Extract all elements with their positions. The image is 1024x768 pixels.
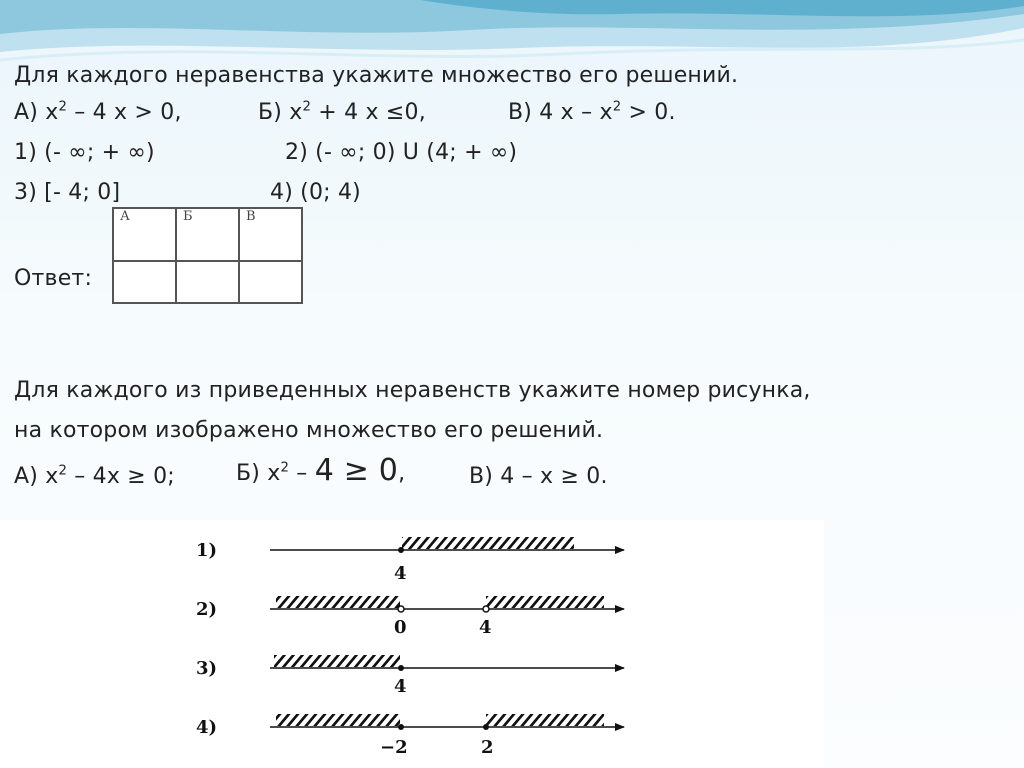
- number-line-2-tick-4: 4: [479, 617, 492, 638]
- number-line-4-tick-neg2: −2: [380, 737, 408, 758]
- answer-table: [112, 207, 303, 304]
- task1-inequality-a: А) $x^2 - 4$ x > 0,: [14, 99, 182, 125]
- option-4: 4) (0; 4): [270, 180, 361, 205]
- number-line-2-label: 2): [196, 599, 218, 620]
- number-line-1: [196, 537, 624, 584]
- number-line-3-hatch: [274, 655, 400, 667]
- task1-inequality-b: Б) $x^2 + 4$ x ≤0,: [258, 99, 426, 125]
- task2-inequality-a: А) $x^2 - 4x \ge 0$;: [14, 463, 175, 489]
- number-line-2: [196, 596, 624, 638]
- number-line-4-label: 4): [196, 717, 218, 738]
- task1-inequality-c: В) 4 $x - x^2 > 0$.: [508, 99, 676, 125]
- task2-inequality-b: Б) $x^2 - 4 \ge 0$,: [236, 453, 406, 488]
- number-line-3-label: 3): [196, 658, 218, 679]
- number-line-2-point-4: [483, 606, 489, 612]
- answer-label: Ответ:: [14, 266, 93, 291]
- number-line-4-hatch-right: [486, 714, 604, 726]
- answer-cell-a[interactable]: [113, 261, 176, 303]
- option-3: 3) [- 4; 0]: [14, 180, 121, 205]
- number-line-2-hatch-left: [276, 596, 400, 608]
- number-line-1-hatch: [402, 537, 574, 549]
- answer-header-b: Б: [176, 208, 239, 261]
- number-line-2-hatch-right: [486, 596, 604, 608]
- answer-cell-b[interactable]: [176, 261, 239, 303]
- number-line-1-tick-4: 4: [394, 563, 407, 584]
- number-line-4-point-2: [483, 724, 489, 730]
- answer-header-c: В: [239, 208, 302, 261]
- number-line-3-tick-4: 4: [394, 676, 407, 697]
- number-line-4-tick-2: 2: [481, 737, 494, 758]
- number-lines-svg: [0, 520, 824, 768]
- number-line-3-point: [398, 665, 404, 671]
- task2-line2: на котором изображено множество его решений.: [14, 418, 604, 443]
- task2-line1: Для каждого из приведенных неравенств укажите номер рисунка,: [14, 378, 811, 403]
- number-line-4: [196, 714, 624, 758]
- task2-inequality-c: В) 4 – x ≥ 0.: [469, 464, 608, 489]
- number-line-1-label: 1): [196, 540, 218, 561]
- option-2: 2) (- ∞; 0) U (4; + ∞): [285, 140, 518, 165]
- option-1: 1) (- ∞; + ∞): [14, 140, 155, 165]
- number-line-4-hatch-left: [276, 714, 400, 726]
- number-line-3: [196, 655, 624, 697]
- number-line-4-point-neg2: [398, 724, 404, 730]
- number-line-2-tick-0: 0: [394, 617, 407, 638]
- task1-title: Для каждого неравенства укажите множество его решений.: [14, 63, 739, 88]
- answer-header-a: А: [113, 208, 176, 261]
- answer-cell-c[interactable]: [239, 261, 302, 303]
- number-lines-figure: [0, 520, 824, 768]
- number-line-1-point: [398, 547, 404, 553]
- task2-inequalities: [14, 453, 914, 498]
- number-line-2-point-0: [398, 606, 404, 612]
